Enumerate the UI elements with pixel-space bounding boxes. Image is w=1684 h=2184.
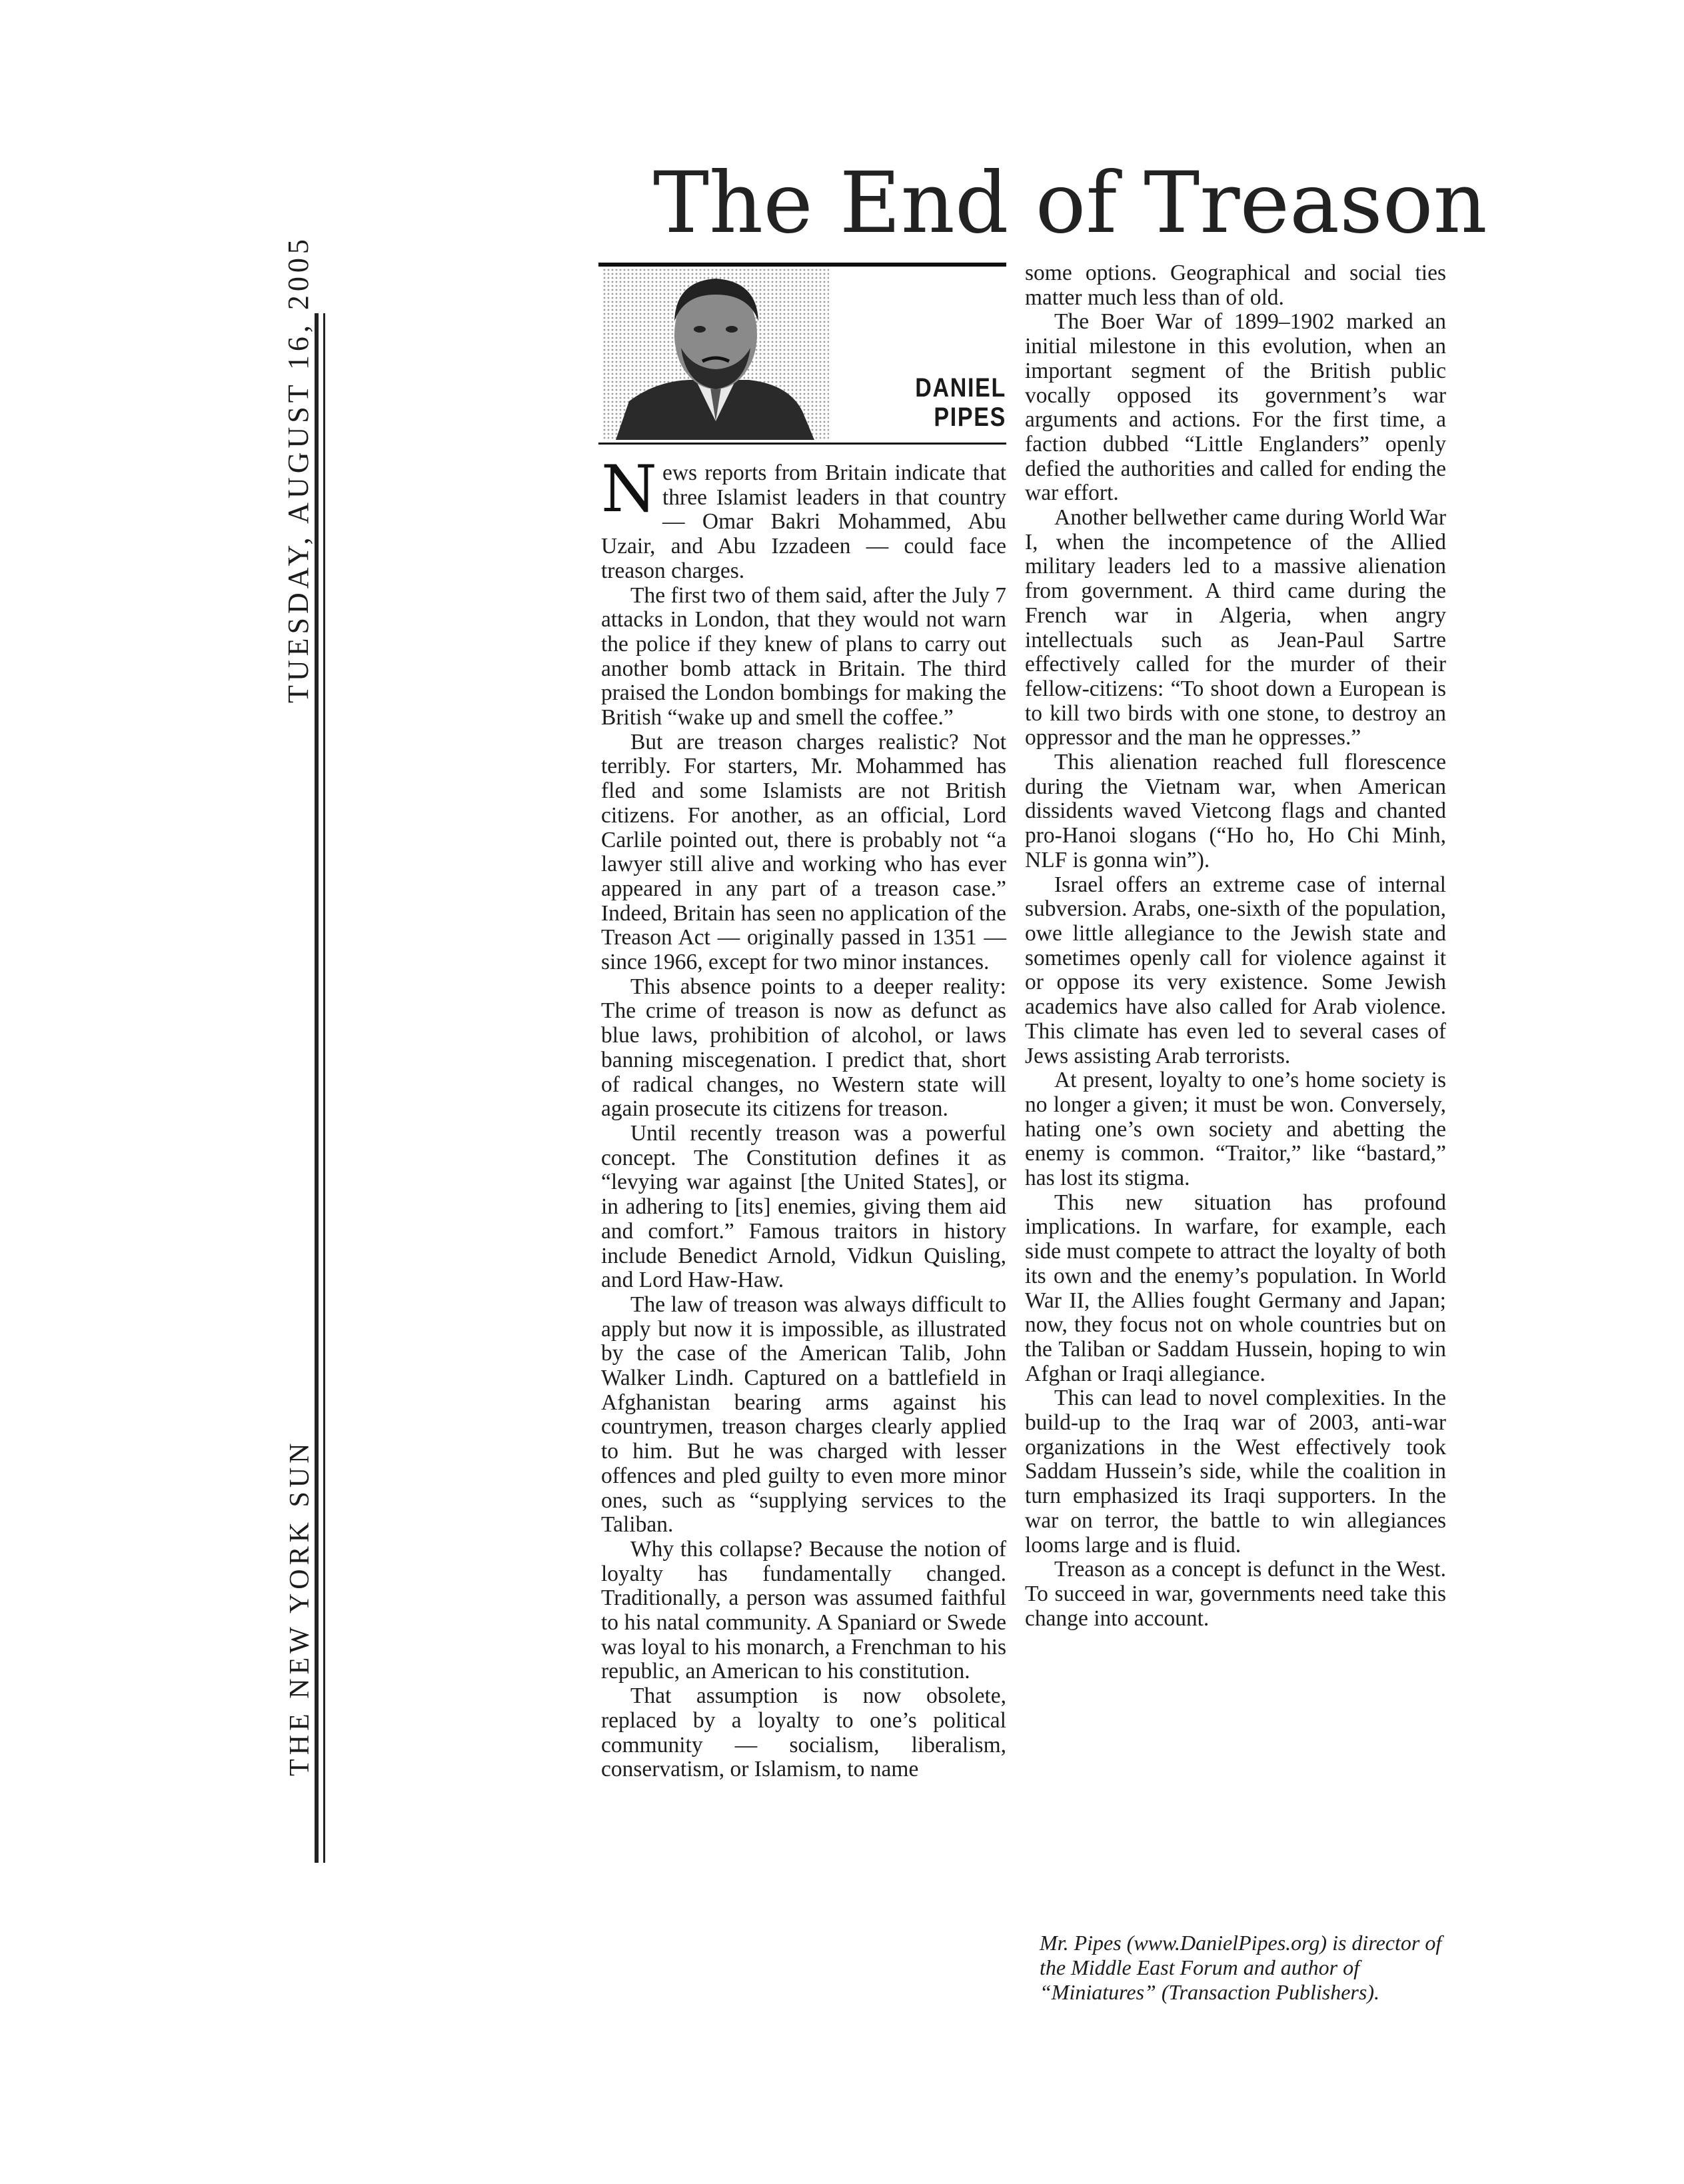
article-paragraph: This alienation reached full florescence during the Vietnam war, when American dissidents waved Vietcong flags and chanted pro-Hanoi slogans (“Ho ho, Ho Chi Minh, NLF is gonna win”). bbox=[1025, 750, 1446, 872]
newspaper-name: THE NEW YORK SUN bbox=[285, 1439, 315, 1776]
article-paragraph: News reports from Britain indicate that three Islamist leaders in that country — Omar Bakri Mohammed, Abu Uzair, and Abu Izzadeen — could face treason charges. bbox=[601, 452, 1006, 583]
author-photo bbox=[602, 268, 829, 440]
article-paragraph: Israel offers an extreme case of internal subversion. Arabs, one-sixth of the population, owe little allegiance to the Jewish state and sometimes openly call for violence against it or oppose its very existence. Some Jewish academics have also called for Arab violence. This climate has even led to several cases of Jews assisting Arab terrorists. bbox=[1025, 872, 1446, 1068]
article-paragraph: But are treason charges realistic? Not terribly. For starters, Mr. Mohammed has fled and some Islamists are not British citizens. For another, as an official, Lord Carlile pointed out, there is probably not “a lawyer still alive and working who has ever appeared in any part of a treason case.” Indeed, Britain has seen no application of the Treason Act — originally passed in 1351 — since 1966, except for two minor instances. bbox=[601, 729, 1006, 975]
article-paragraph: This absence points to a deeper reality: The crime of treason is now as defunct as blue laws, prohibition of alcohol, or laws banning miscegenation. I predict that, short of radical changes, no Western state will again prosecute its citizens for treason. bbox=[601, 974, 1006, 1122]
article-paragraph: That assumption is now obsolete, replaced by a loyalty to one’s political community — socialism, liberalism, conservatism, or Islamism, to name bbox=[601, 1683, 1006, 1782]
author-byline bbox=[899, 373, 1007, 432]
article-paragraph: Another bellwether came during World War I, when the incompetence of the Allied military leaders led to a massive alienation from government. A third came during the French war in Algeria, when angry intellectuals such as Jean-Paul Sartre effectively called for the murder of their fellow-citizens: “To shoot down a European is to kill two birds with one stone, to destroy an oppressor and the man he oppresses.” bbox=[1025, 505, 1446, 750]
article-paragraph: At present, loyalty to one’s home society is no longer a given; it must be won. Conversely, hating one’s own society and abetting the enemy is common. “Traitor,” like “bastard,” has lost its stigma. bbox=[1025, 1068, 1446, 1191]
article-paragraph: This can lead to novel complexities. In the build-up to the Iraq war of 2003, anti-war organizations in the West effectively took Saddam Hussein’s side, while the coalition in turn emphasized its Iraqi supporters. In the war on terror, the battle to win allegiances looms large and is fluid. bbox=[1025, 1386, 1446, 1558]
article-paragraph: The first two of them said, after the July 7 attacks in London, that they would not warn the police if they knew of plans to carry out another bomb attack in Britain. The third praised the London bombings for making the British “wake up and smell the coffee.” bbox=[601, 582, 1006, 730]
publication-date: TUESDAY, AUGUST 16, 2005 bbox=[282, 235, 315, 703]
article-headline: The End of Treason bbox=[653, 154, 1487, 252]
article-paragraph-continued: some options. Geographical and social ties matter much less than of old. bbox=[1025, 261, 1446, 310]
article-paragraph: Until recently treason was a powerful concept. The Constitution defines it as “levying war against [the United States], or in adhering to [its] enemies, giving them aid and comfort.” Famous traitors in history include Benedict Arnold, Vidkun Quisling, and Lord Haw-Haw. bbox=[601, 1120, 1006, 1293]
author-first-name: DANIEL bbox=[915, 373, 1006, 403]
byline-top-rule bbox=[598, 263, 1006, 267]
article-paragraph: The Boer War of 1899–1902 marked an initial milestone in this evolution, when an important segment of the British public vocally opposed its government’s war arguments and actions. For the first time, a faction dubbed “Little Englanders” openly defied the authorities and called for ending the war effort. bbox=[1025, 309, 1446, 506]
article-column-left bbox=[601, 452, 1006, 1782]
article-paragraph: Why this collapse? Because the notion of loyalty has fundamentally changed. Traditionally, a person was assumed faithful to his natal community. A Spaniard or Swede was loyal to his monarch, a Frenchman to his republic, an American to his constitution. bbox=[601, 1536, 1006, 1684]
article-paragraph: The law of treason was always difficult to apply but now it is impossible, as illustrated by the case of the American Talib, John Walker Lindh. Captured on a battlefield in Afghanistan bearing arms against his countrymen, treason charges clearly applied to him. But he was charged with lesser offences and pled guilty to even more minor ones, such as “supplying services to the Taliban. bbox=[601, 1292, 1006, 1538]
article-column-right bbox=[1025, 261, 1446, 1631]
byline-bottom-rule bbox=[598, 443, 1006, 445]
article-paragraph: Treason as a concept is defunct in the West. To succeed in war, governments need take this change into account. bbox=[1025, 1557, 1446, 1631]
author-last-name: PIPES bbox=[934, 403, 1006, 432]
author-bio: Mr. Pipes (www.DanielPipes.org) is director of the Middle East Forum and author of “Miniatures” (Transaction Publishers). bbox=[1040, 1931, 1442, 2004]
article-paragraph: This new situation has profound implications. In warfare, for example, each side must compete to attract the loyalty of both its own and the enemy’s population. In World War II, the Allies fought Germany and Japan; now, they focus not on whole countries but on the Taliban or Saddam Hussein, hoping to win Afghan or Iraqi allegiance. bbox=[1025, 1190, 1446, 1386]
drop-cap: N bbox=[601, 452, 657, 527]
